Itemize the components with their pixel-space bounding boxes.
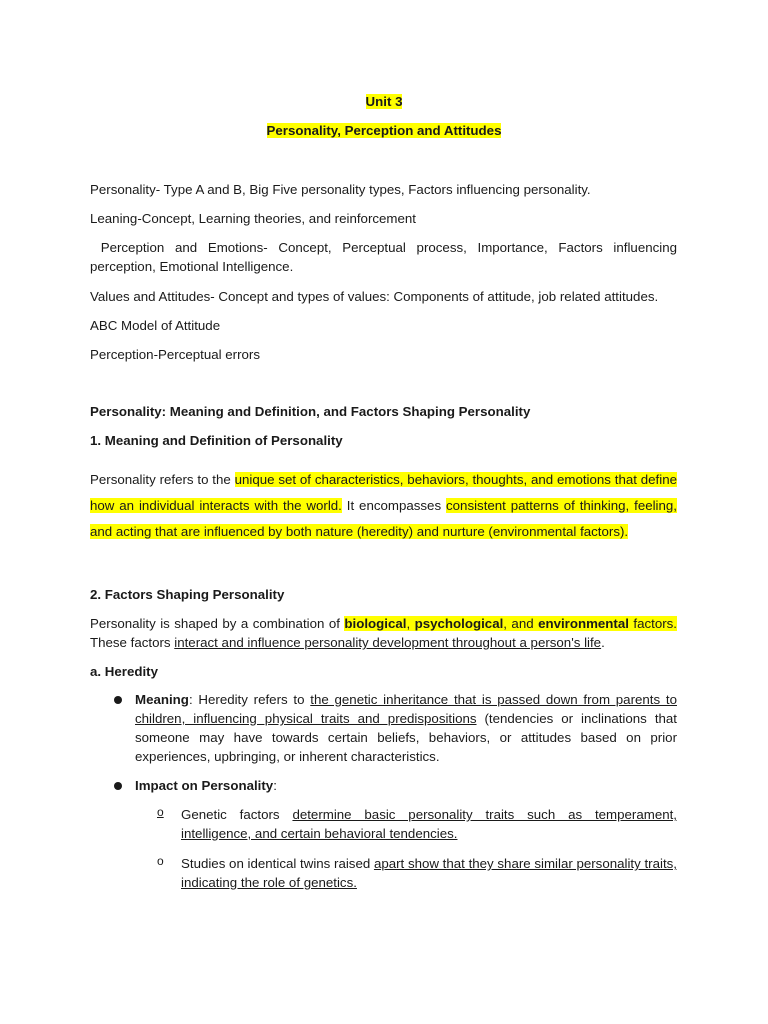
heredity-heading: a. Heredity	[90, 664, 158, 679]
factor-psychological: psychological	[414, 616, 504, 631]
syllabus-item-learning: Leaning-Concept, Learning theories, and reinforcement	[90, 211, 416, 226]
heredity-sub-item-twins: Studies on identical twins raised apart show that they share similar personality traits, indicating the role of genetics.	[181, 856, 677, 890]
syllabus-item-perception: Perception and Emotions- Concept, Perceptual process, Importance, Factors influencing perception, Emotional Intelligence.	[90, 240, 681, 274]
syllabus-item-perceptual-errors: Perception-Perceptual errors	[90, 347, 260, 362]
heredity-sub-item-genetic: Genetic factors determine basic personality traits such as temperament, intelligence, and certain behavioral tendencies.	[181, 807, 677, 841]
factors-heading: 2. Factors Shaping Personality	[90, 587, 285, 602]
unit-title	[0, 94, 768, 109]
factor-environmental: environmental	[538, 616, 629, 631]
section-heading: Personality: Meaning and Definition, and Factors Shaping Personality	[90, 404, 531, 419]
meaning-highlight-2: consistent patterns of thinking, feeling, and acting that are influenced by both nature (heredity) and nurture (environmental factors).	[90, 498, 677, 539]
document-title-text: Personality, Perception and Attitudes	[266, 123, 502, 138]
sub-bullet-icon: o	[157, 854, 164, 868]
factor-biological: biological	[344, 616, 407, 631]
heredity-meaning-item: Meaning: Heredity refers to the genetic inheritance that is passed down from parents to children, influencing physical traits and predispositions (tendencies or inclinations that someone may have towards certain beliefs, behaviors, or attitudes based on prior experiences, upbringing, or inherent characteristics.	[135, 692, 677, 764]
meaning-paragraph: Personality refers to the unique set of characteristics, behaviors, thoughts, and emotions that define how an individual interacts with the world. It encompasses consistent patterns of thinking, feeling, and acting that are influenced by both nature (heredity) and nurture (environmental factors).	[90, 472, 677, 539]
factors-paragraph: Personality is shaped by a combination of biological, psychological, and environmental factors. These factors interact and influence personality development throughout a person's life.	[90, 616, 678, 650]
meaning-heading: 1. Meaning and Definition of Personality	[90, 433, 343, 448]
syllabus-item-personality: Personality- Type A and B, Big Five personality types, Factors influencing personality.	[90, 182, 591, 197]
sub-bullet-icon: o	[157, 805, 164, 819]
syllabus-item-values: Values and Attitudes- Concept and types of values: Components of attitude, job related attitudes.	[90, 289, 659, 304]
bullet-icon	[114, 696, 122, 704]
bullet-icon	[114, 782, 122, 790]
syllabus-item-abc: ABC Model of Attitude	[90, 318, 221, 333]
heredity-impact-item: Impact on Personality:	[135, 778, 277, 793]
document-title	[0, 123, 768, 138]
unit-title-text: Unit 3	[365, 94, 403, 109]
meaning-highlight-1: unique set of characteristics, behaviors, thoughts, and emotions that define how an individual interacts with the world.	[90, 472, 677, 513]
